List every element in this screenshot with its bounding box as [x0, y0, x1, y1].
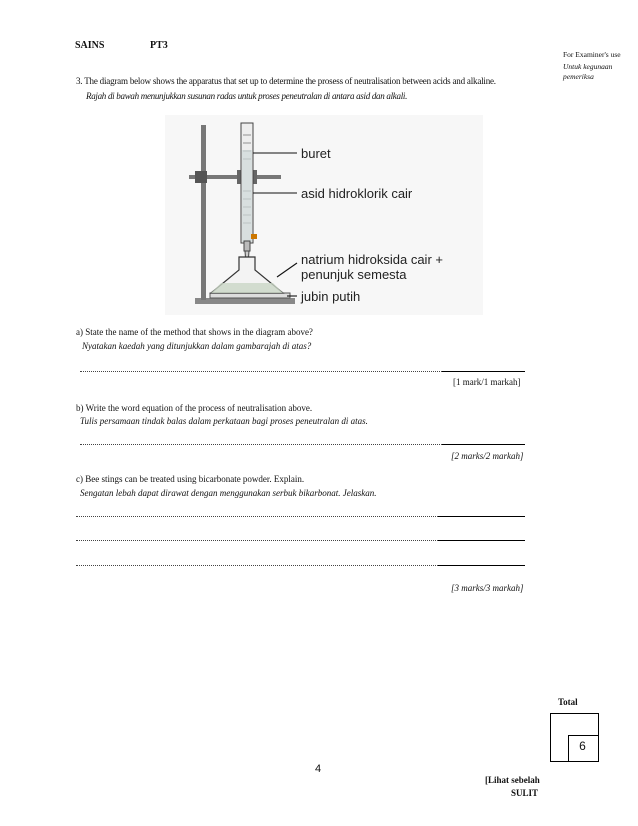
part-c-mark-line-3 — [438, 565, 525, 566]
label-acid: asid hidroklorik cair — [301, 186, 413, 201]
label-base-line2: penunjuk semesta — [301, 267, 407, 282]
part-c-mark-line-1 — [438, 516, 525, 517]
paper-label: PT3 — [150, 40, 168, 51]
part-b-answer-line[interactable] — [80, 444, 442, 445]
classification-label: SULIT — [511, 788, 539, 798]
question-stem: 3. The diagram below shows the apparatus that set up to determine the prosess of neutralisation between acids and alkaline. — [76, 76, 496, 86]
total-label: Total — [558, 697, 578, 707]
part-c-marks: [3 marks/3 markah] — [451, 583, 524, 593]
label-base-line1: natrium hidroksida cair + — [301, 252, 443, 267]
part-a-mark-line — [442, 371, 525, 372]
part-a-answer-line[interactable] — [80, 371, 442, 372]
label-buret: buret — [301, 146, 331, 161]
next-page-note: [Lihat sebelah — [485, 775, 540, 785]
examiner-note-ms: Untuk kegunaan pemeriksa — [563, 62, 613, 81]
part-c-malay: Sengatan lebah dapat dirawat dengan menggunakan serbuk bikarbonat. Jelaskan. — [80, 488, 377, 498]
acid-solution — [242, 150, 252, 242]
part-c-answer-line-1[interactable] — [76, 516, 438, 517]
part-b-marks: [2 marks/2 markah] — [451, 451, 524, 461]
part-b-mark-line — [442, 444, 525, 445]
titration-apparatus-svg — [165, 115, 483, 315]
part-c-answer-line-2[interactable] — [76, 540, 438, 541]
buret-tap — [244, 241, 250, 251]
part-c-answer-line-3[interactable] — [76, 565, 438, 566]
label-tile: jubin putih — [301, 289, 361, 304]
clamp-boss — [195, 171, 207, 183]
tap-handle — [251, 234, 257, 239]
part-b-malay: Tulis persamaan tindak balas dalam perkataan bagi proses peneutralan di atas. — [80, 416, 368, 426]
question-stem-malay: Rajah di bawah menunjukkan susunan radas untuk proses peneutralan di antara asid dan alkali. — [86, 91, 408, 101]
flask-solution — [211, 283, 283, 293]
part-b-question: b) Write the word equation of the process of neutralisation above. — [76, 403, 313, 413]
total-score: 6 — [579, 739, 586, 753]
part-a-marks: [1 mark/1 markah] — [453, 377, 521, 387]
titration-diagram — [165, 115, 483, 315]
retort-base — [195, 298, 295, 304]
part-a-malay: Nyatakan kaedah yang ditunjukkan dalam gambarajah di atas? — [82, 341, 312, 351]
subject-label: SAINS — [75, 40, 105, 51]
part-c-mark-line-2 — [438, 540, 525, 541]
part-a-question: a) State the name of the method that shows in the diagram above? — [76, 327, 313, 337]
part-c-question: c) Bee stings can be treated using bicarbonate powder. Explain. — [76, 474, 305, 484]
retort-rod — [201, 125, 206, 300]
page-number: 4 — [315, 763, 322, 775]
examiner-note-en: For Examiner's use — [563, 50, 621, 59]
white-tile — [210, 293, 290, 298]
examiner-note — [563, 50, 623, 82]
